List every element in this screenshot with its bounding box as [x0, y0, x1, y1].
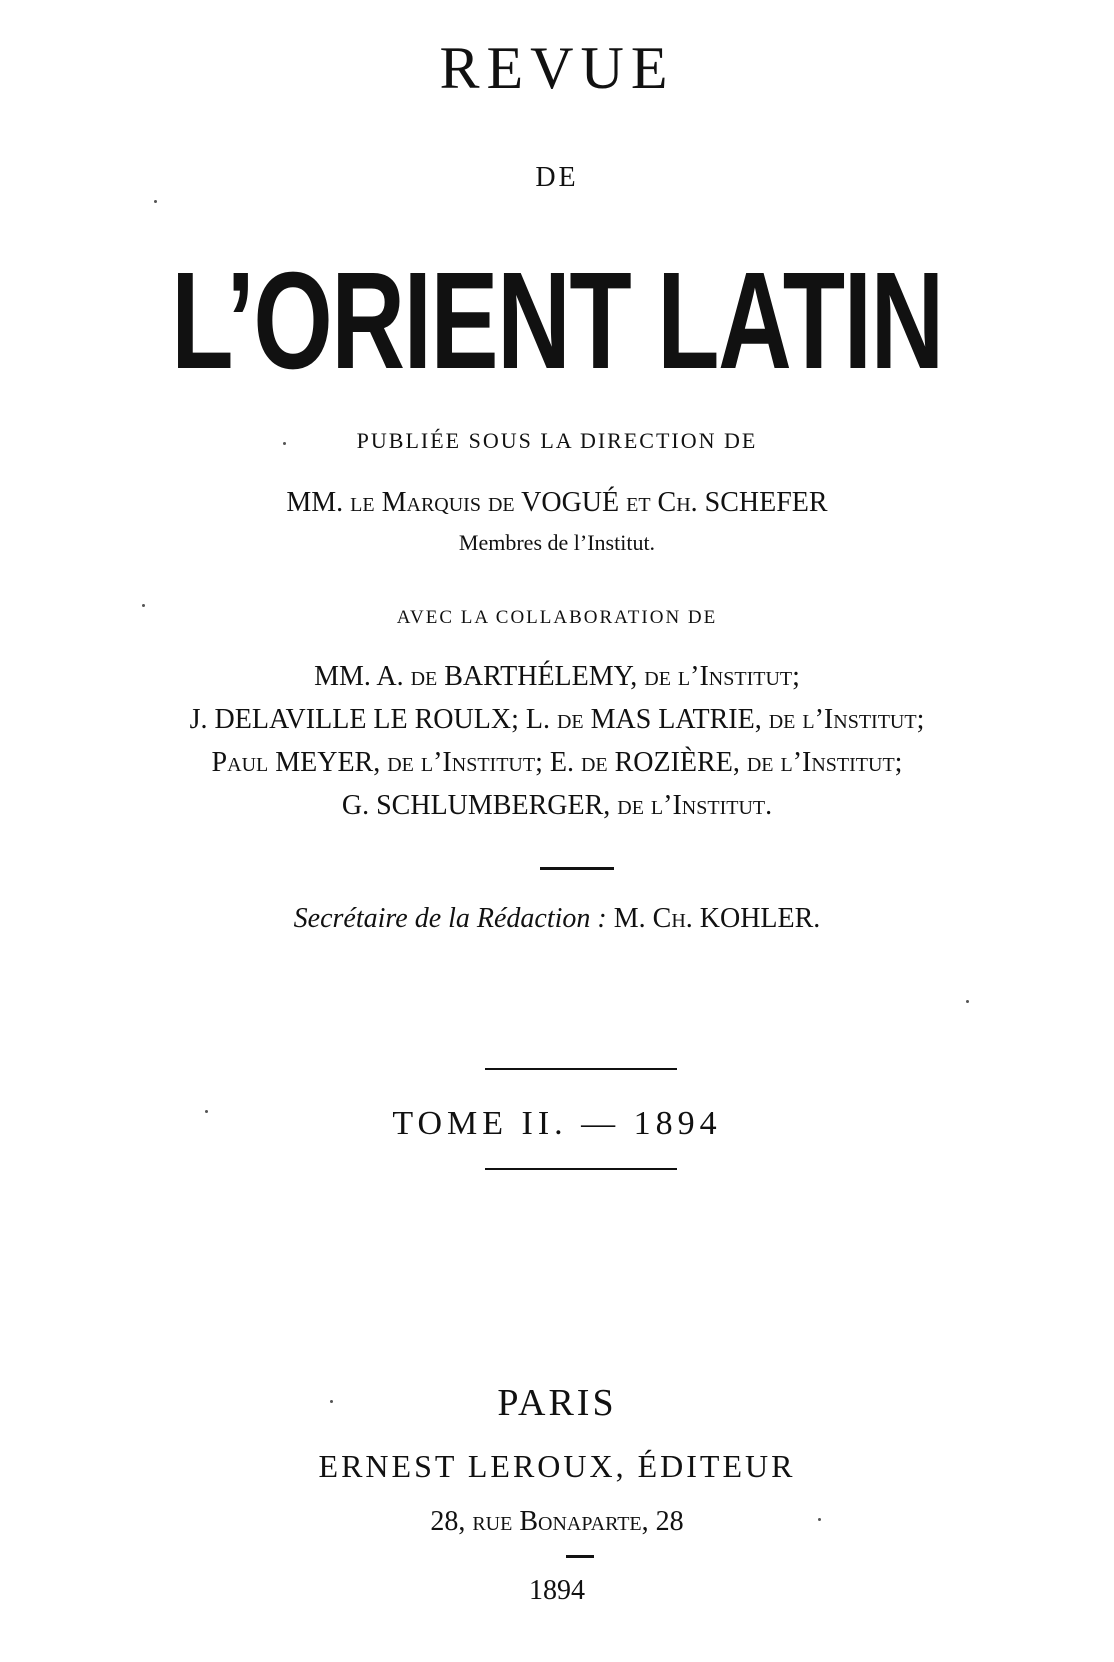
volume-label: TOME II. — 1894	[392, 1105, 722, 1142]
collaborator-line-3: Paul MEYER, de l’Institut; E. de ROZIÈRE, de l’Institut;	[211, 747, 903, 778]
scan-speck	[330, 1400, 333, 1403]
divider-rule	[540, 867, 614, 870]
publisher-address: 28, rue Bonaparte, 28	[430, 1506, 684, 1537]
collaborator-line-1: MM. A. de BARTHÉLEMY, de l’Institut;	[314, 661, 800, 692]
collaborator-line-2: J. DELAVILLE LE ROULX; L. de MAS LATRIE, de l’Institut;	[189, 704, 925, 735]
members-note: Membres de l’Institut.	[458, 530, 656, 555]
scan-speck	[283, 442, 286, 445]
collaborator-line-4: G. SCHLUMBERGER, de l’Institut.	[341, 790, 773, 821]
imprint-rule	[566, 1555, 594, 1558]
journal-title-revue: REVUE	[439, 35, 675, 101]
publication-year: 1894	[529, 1575, 585, 1606]
volume-rule-bottom	[485, 1168, 677, 1170]
scan-speck	[818, 1518, 821, 1521]
volume-rule-top	[485, 1068, 677, 1070]
secretary-line	[0, 905, 1114, 933]
publisher-city: PARIS	[497, 1382, 617, 1424]
collaboration-heading: AVEC LA COLLABORATION DE	[396, 607, 718, 628]
scan-speck	[154, 200, 157, 203]
directors-line: MM. le Marquis de VOGUÉ et Ch. SCHEFER	[286, 487, 828, 518]
scan-speck	[205, 1110, 208, 1113]
secretary-role: Secrétaire de la Rédaction :	[293, 903, 607, 934]
direction-heading: PUBLIÉE SOUS LA DIRECTION DE	[356, 428, 758, 453]
secretary-name: M. Ch. KOHLER.	[613, 903, 821, 934]
publisher-name: ERNEST LEROUX, ÉDITEUR	[318, 1448, 796, 1484]
journal-title-main: L’ORIENT LATIN	[171, 244, 943, 398]
scan-speck	[966, 1000, 969, 1003]
journal-title-de: DE	[535, 162, 579, 193]
scan-speck	[142, 604, 145, 607]
